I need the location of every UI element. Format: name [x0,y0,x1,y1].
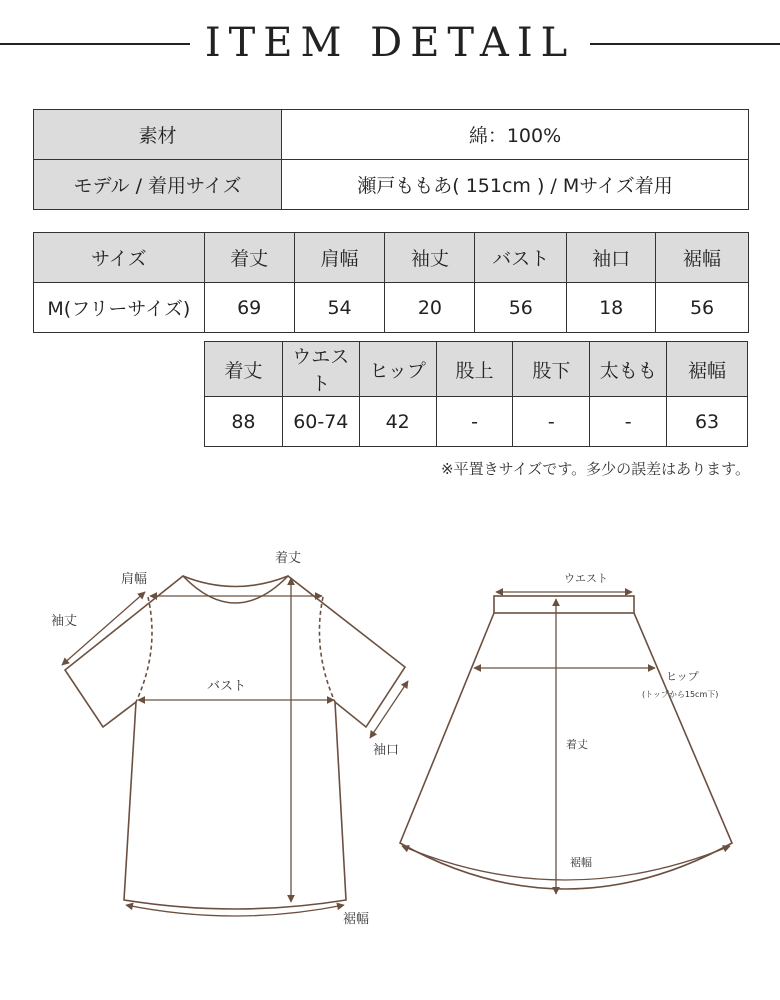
table-cell: 42 [359,397,436,447]
table-header-row [34,233,749,283]
top-size-table [33,232,749,333]
column-header: 太もも [590,342,667,397]
skirt-waistband [494,596,634,613]
label-cuff: 袖口 [373,743,400,758]
size-note: ※平置きサイズです。多少の誤差はあります。 [441,460,750,478]
table-cell: 56 [475,283,567,333]
table-row [34,283,749,333]
label-sleeve: 袖丈 [51,614,78,629]
skirt-hem-arrow [402,846,730,880]
column-header: ヒップ [359,342,436,397]
column-header: バスト [475,233,567,283]
tshirt-back-neckline [183,576,288,587]
tshirt-armhole-left [136,597,152,702]
tshirt-outline [65,576,405,909]
label-waist: ウエスト [564,572,608,585]
model-label: モデル / 着用サイズ [34,160,282,210]
hem-arrow [126,905,344,916]
model-value: 瀬戸ももあ( 151cm ) / Mサイズ着用 [282,160,749,210]
material-label: 素材 [34,110,282,160]
tshirt-armhole-right [319,597,335,702]
title-bar [0,18,780,68]
bottom-size-table [204,341,748,447]
table-cell: 54 [294,283,385,333]
table-row [205,397,748,447]
column-header: ウエスト [282,342,359,397]
table-cell: - [590,397,667,447]
table-cell: 56 [656,283,749,333]
column-header: 着丈 [204,233,294,283]
column-header: 袖丈 [385,233,475,283]
table-row [34,110,749,160]
table-cell: - [513,397,590,447]
column-header: 裾幅 [667,342,748,397]
label-bust: バスト [207,679,247,694]
title-rule-right [590,43,780,45]
column-header: 袖口 [567,233,656,283]
column-header: 肩幅 [294,233,385,283]
label-skirt-length: 着丈 [566,738,588,751]
cuff-arrow [370,681,408,738]
table-cell: 20 [385,283,475,333]
table-cell: 18 [567,283,656,333]
table-row [34,160,749,210]
table-cell: - [436,397,513,447]
label-shoulder: 肩幅 [121,572,148,587]
table-cell: 88 [205,397,283,447]
label-hip-note: (トップから15cm下) [642,690,719,699]
table-header-row [205,342,748,397]
table-cell: 69 [204,283,294,333]
title-rule-left [0,43,190,45]
column-header: 裾幅 [656,233,749,283]
table-cell: 60-74 [282,397,359,447]
label-skirt-hem: 裾幅 [570,856,592,869]
measurement-diagram [0,530,780,970]
column-header: 股下 [513,342,590,397]
column-header: サイズ [34,233,205,283]
material-value: 綿：100% [282,110,749,160]
page-title: ITEM DETAIL [204,20,576,66]
skirt-outline [400,613,732,889]
column-header: 着丈 [205,342,283,397]
label-length: 着丈 [275,551,302,566]
tshirt-diagram [65,576,405,909]
material-table [33,109,749,210]
table-cell: M(フリーサイズ) [34,283,205,333]
label-hip: ヒップ [666,670,699,683]
column-header: 股上 [436,342,513,397]
label-hem: 裾幅 [343,912,370,927]
table-cell: 63 [667,397,748,447]
